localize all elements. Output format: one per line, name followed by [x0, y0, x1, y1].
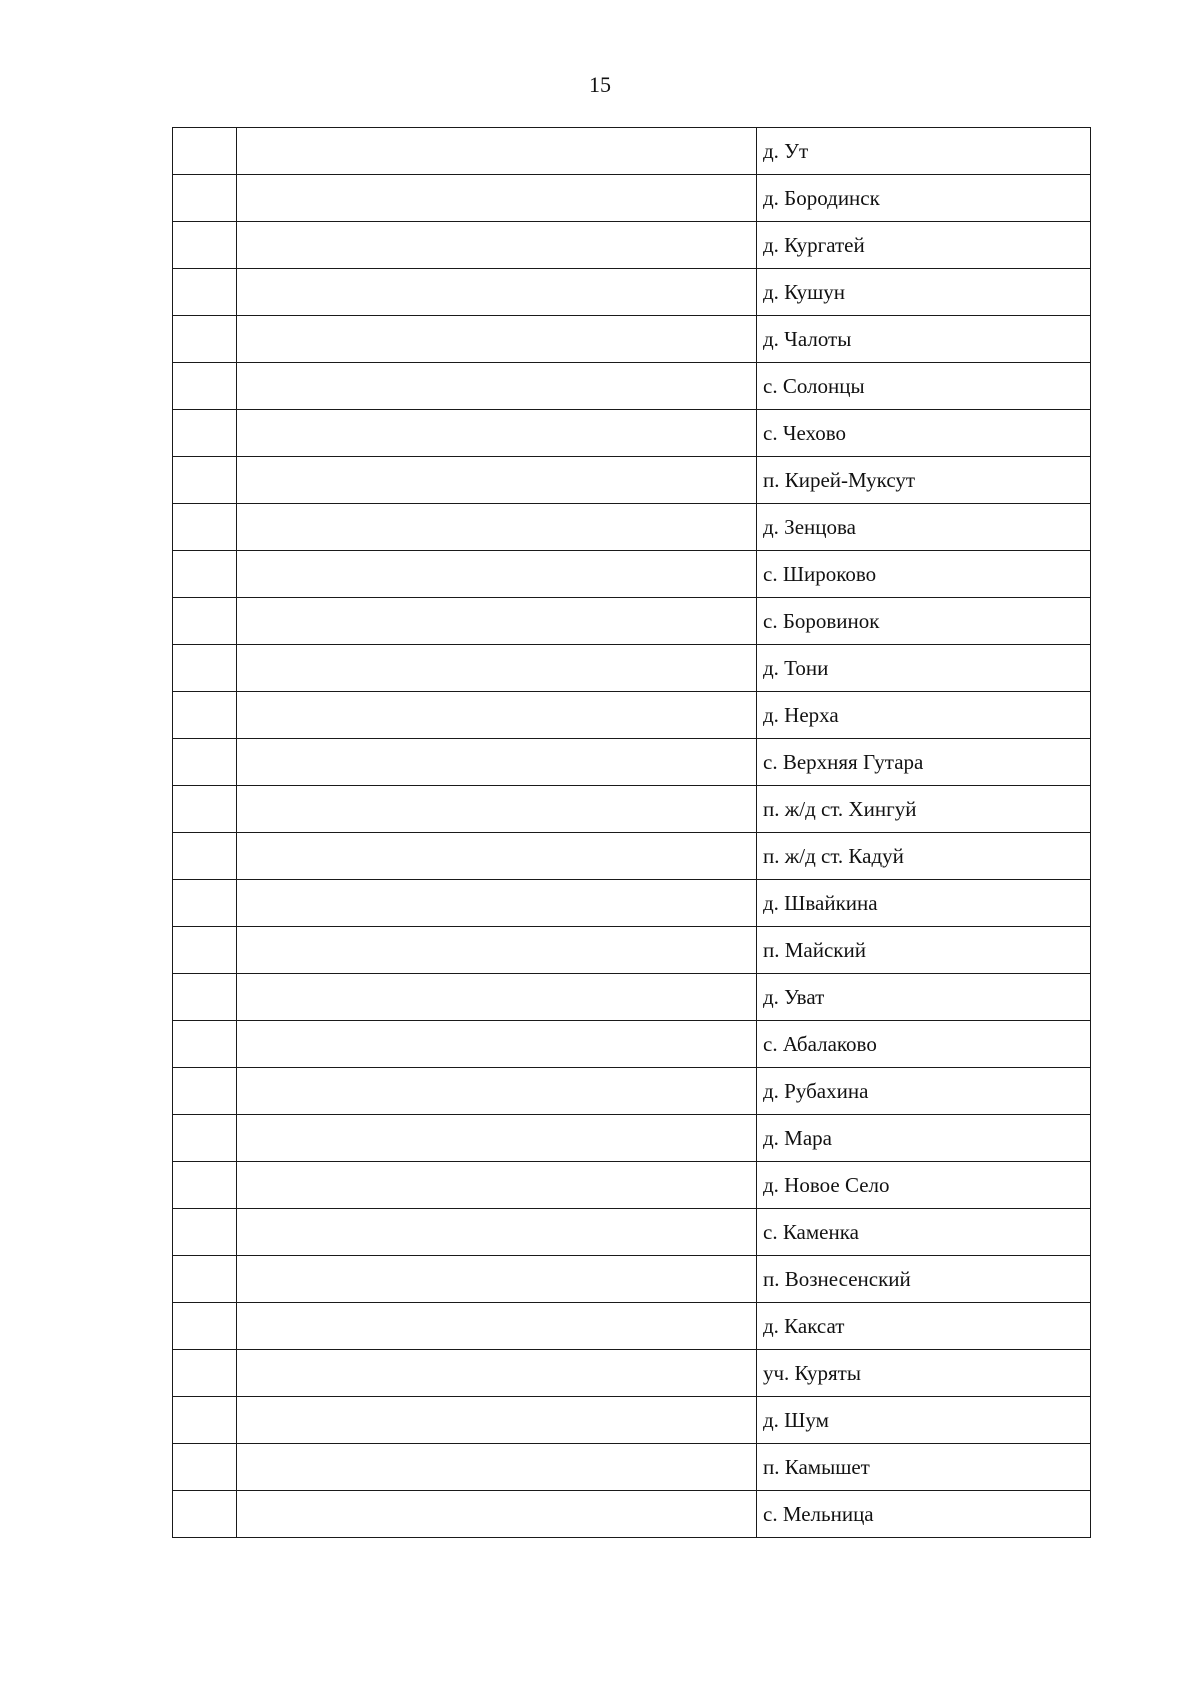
municipality-name-cell — [237, 1256, 757, 1303]
row-number-cell — [173, 1444, 237, 1491]
settlement-name-cell: п. ж/д ст. Кадуй — [757, 833, 1091, 880]
table-row — [173, 833, 1091, 880]
settlement-name-cell: с. Боровинок — [757, 598, 1091, 645]
municipality-name-cell — [237, 1444, 757, 1491]
row-number-cell — [173, 927, 237, 974]
table-row — [173, 1068, 1091, 1115]
table-row — [173, 1350, 1091, 1397]
table-row — [173, 598, 1091, 645]
municipality-name-cell — [237, 645, 757, 692]
municipality-name-cell — [237, 880, 757, 927]
table-row — [173, 269, 1091, 316]
table-row — [173, 1162, 1091, 1209]
municipality-name-cell — [237, 974, 757, 1021]
municipality-name-cell — [237, 1350, 757, 1397]
row-number-cell — [173, 786, 237, 833]
settlement-name-cell: д. Тони — [757, 645, 1091, 692]
settlement-name-cell: д. Мара — [757, 1115, 1091, 1162]
row-number-cell — [173, 504, 237, 551]
settlements-table — [172, 127, 1091, 1538]
settlement-name-cell: д. Кургатей — [757, 222, 1091, 269]
page-number: 15 — [589, 72, 611, 97]
table-row — [173, 927, 1091, 974]
row-number-cell — [173, 1115, 237, 1162]
table-row — [173, 504, 1091, 551]
row-number-cell — [173, 1491, 237, 1538]
table-row — [173, 551, 1091, 598]
settlement-name-cell: уч. Куряты — [757, 1350, 1091, 1397]
municipality-name-cell — [237, 1068, 757, 1115]
municipality-name-cell — [237, 1115, 757, 1162]
table-row — [173, 1256, 1091, 1303]
settlement-name-cell: д. Кушун — [757, 269, 1091, 316]
row-number-cell — [173, 269, 237, 316]
table-row — [173, 457, 1091, 504]
row-number-cell — [173, 739, 237, 786]
table-row — [173, 1491, 1091, 1538]
settlement-name-cell: с. Мельница — [757, 1491, 1091, 1538]
settlement-name-cell: с. Солонцы — [757, 363, 1091, 410]
settlement-name-cell: д. Чалоты — [757, 316, 1091, 363]
municipality-name-cell — [237, 1209, 757, 1256]
row-number-cell — [173, 1162, 237, 1209]
municipality-name-cell — [237, 175, 757, 222]
row-number-cell — [173, 1068, 237, 1115]
settlement-name-cell: с. Чехово — [757, 410, 1091, 457]
table-row — [173, 1397, 1091, 1444]
settlement-name-cell: д. Каксат — [757, 1303, 1091, 1350]
settlement-name-cell: д. Уват — [757, 974, 1091, 1021]
municipality-name-cell — [237, 833, 757, 880]
table-row — [173, 222, 1091, 269]
table-row — [173, 1303, 1091, 1350]
row-number-cell — [173, 1397, 237, 1444]
row-number-cell — [173, 1303, 237, 1350]
table-row — [173, 316, 1091, 363]
row-number-cell — [173, 692, 237, 739]
municipality-name-cell — [237, 927, 757, 974]
table-row — [173, 786, 1091, 833]
table-row — [173, 645, 1091, 692]
settlement-name-cell: д. Ут — [757, 128, 1091, 175]
table-row — [173, 175, 1091, 222]
settlement-name-cell: с. Абалаково — [757, 1021, 1091, 1068]
municipality-name-cell — [237, 786, 757, 833]
settlement-name-cell: с. Широково — [757, 551, 1091, 598]
settlement-name-cell: д. Шум — [757, 1397, 1091, 1444]
municipality-name-cell — [237, 128, 757, 175]
settlement-name-cell: д. Рубахина — [757, 1068, 1091, 1115]
row-number-cell — [173, 645, 237, 692]
settlement-name-cell: с. Каменка — [757, 1209, 1091, 1256]
settlement-name-cell: п. Вознесенский — [757, 1256, 1091, 1303]
row-number-cell — [173, 175, 237, 222]
municipality-name-cell — [237, 1491, 757, 1538]
municipality-name-cell — [237, 457, 757, 504]
row-number-cell — [173, 833, 237, 880]
table-row — [173, 1021, 1091, 1068]
table-row — [173, 363, 1091, 410]
row-number-cell — [173, 1256, 237, 1303]
municipality-name-cell — [237, 363, 757, 410]
table-row — [173, 1115, 1091, 1162]
row-number-cell — [173, 363, 237, 410]
row-number-cell — [173, 551, 237, 598]
row-number-cell — [173, 1350, 237, 1397]
municipality-name-cell — [237, 598, 757, 645]
settlement-name-cell: п. Кирей-Муксут — [757, 457, 1091, 504]
settlement-name-cell: с. Верхняя Гутара — [757, 739, 1091, 786]
row-number-cell — [173, 1021, 237, 1068]
row-number-cell — [173, 316, 237, 363]
settlement-name-cell: д. Бородинск — [757, 175, 1091, 222]
municipality-name-cell — [237, 1021, 757, 1068]
table-row — [173, 1209, 1091, 1256]
table-row — [173, 880, 1091, 927]
table-row — [173, 1444, 1091, 1491]
row-number-cell — [173, 457, 237, 504]
row-number-cell — [173, 598, 237, 645]
municipality-name-cell — [237, 316, 757, 363]
table-row — [173, 128, 1091, 175]
row-number-cell — [173, 410, 237, 457]
table-row — [173, 739, 1091, 786]
municipality-name-cell — [237, 410, 757, 457]
municipality-name-cell — [237, 1303, 757, 1350]
row-number-cell — [173, 128, 237, 175]
municipality-name-cell — [237, 269, 757, 316]
municipality-name-cell — [237, 1162, 757, 1209]
settlement-name-cell: д. Новое Село — [757, 1162, 1091, 1209]
row-number-cell — [173, 974, 237, 1021]
row-number-cell — [173, 222, 237, 269]
table-row — [173, 410, 1091, 457]
municipality-name-cell — [237, 504, 757, 551]
settlement-name-cell: п. ж/д ст. Хингуй — [757, 786, 1091, 833]
settlement-name-cell: п. Майский — [757, 927, 1091, 974]
municipality-name-cell — [237, 1397, 757, 1444]
municipality-name-cell — [237, 551, 757, 598]
municipality-name-cell — [237, 222, 757, 269]
row-number-cell — [173, 1209, 237, 1256]
settlement-name-cell: п. Камышет — [757, 1444, 1091, 1491]
settlement-name-cell: д. Зенцова — [757, 504, 1091, 551]
settlement-name-cell: д. Нерха — [757, 692, 1091, 739]
table-row — [173, 974, 1091, 1021]
settlement-name-cell: д. Швайкина — [757, 880, 1091, 927]
table-body — [173, 128, 1091, 1538]
municipality-name-cell — [237, 739, 757, 786]
row-number-cell — [173, 880, 237, 927]
table-row — [173, 692, 1091, 739]
municipality-name-cell — [237, 692, 757, 739]
